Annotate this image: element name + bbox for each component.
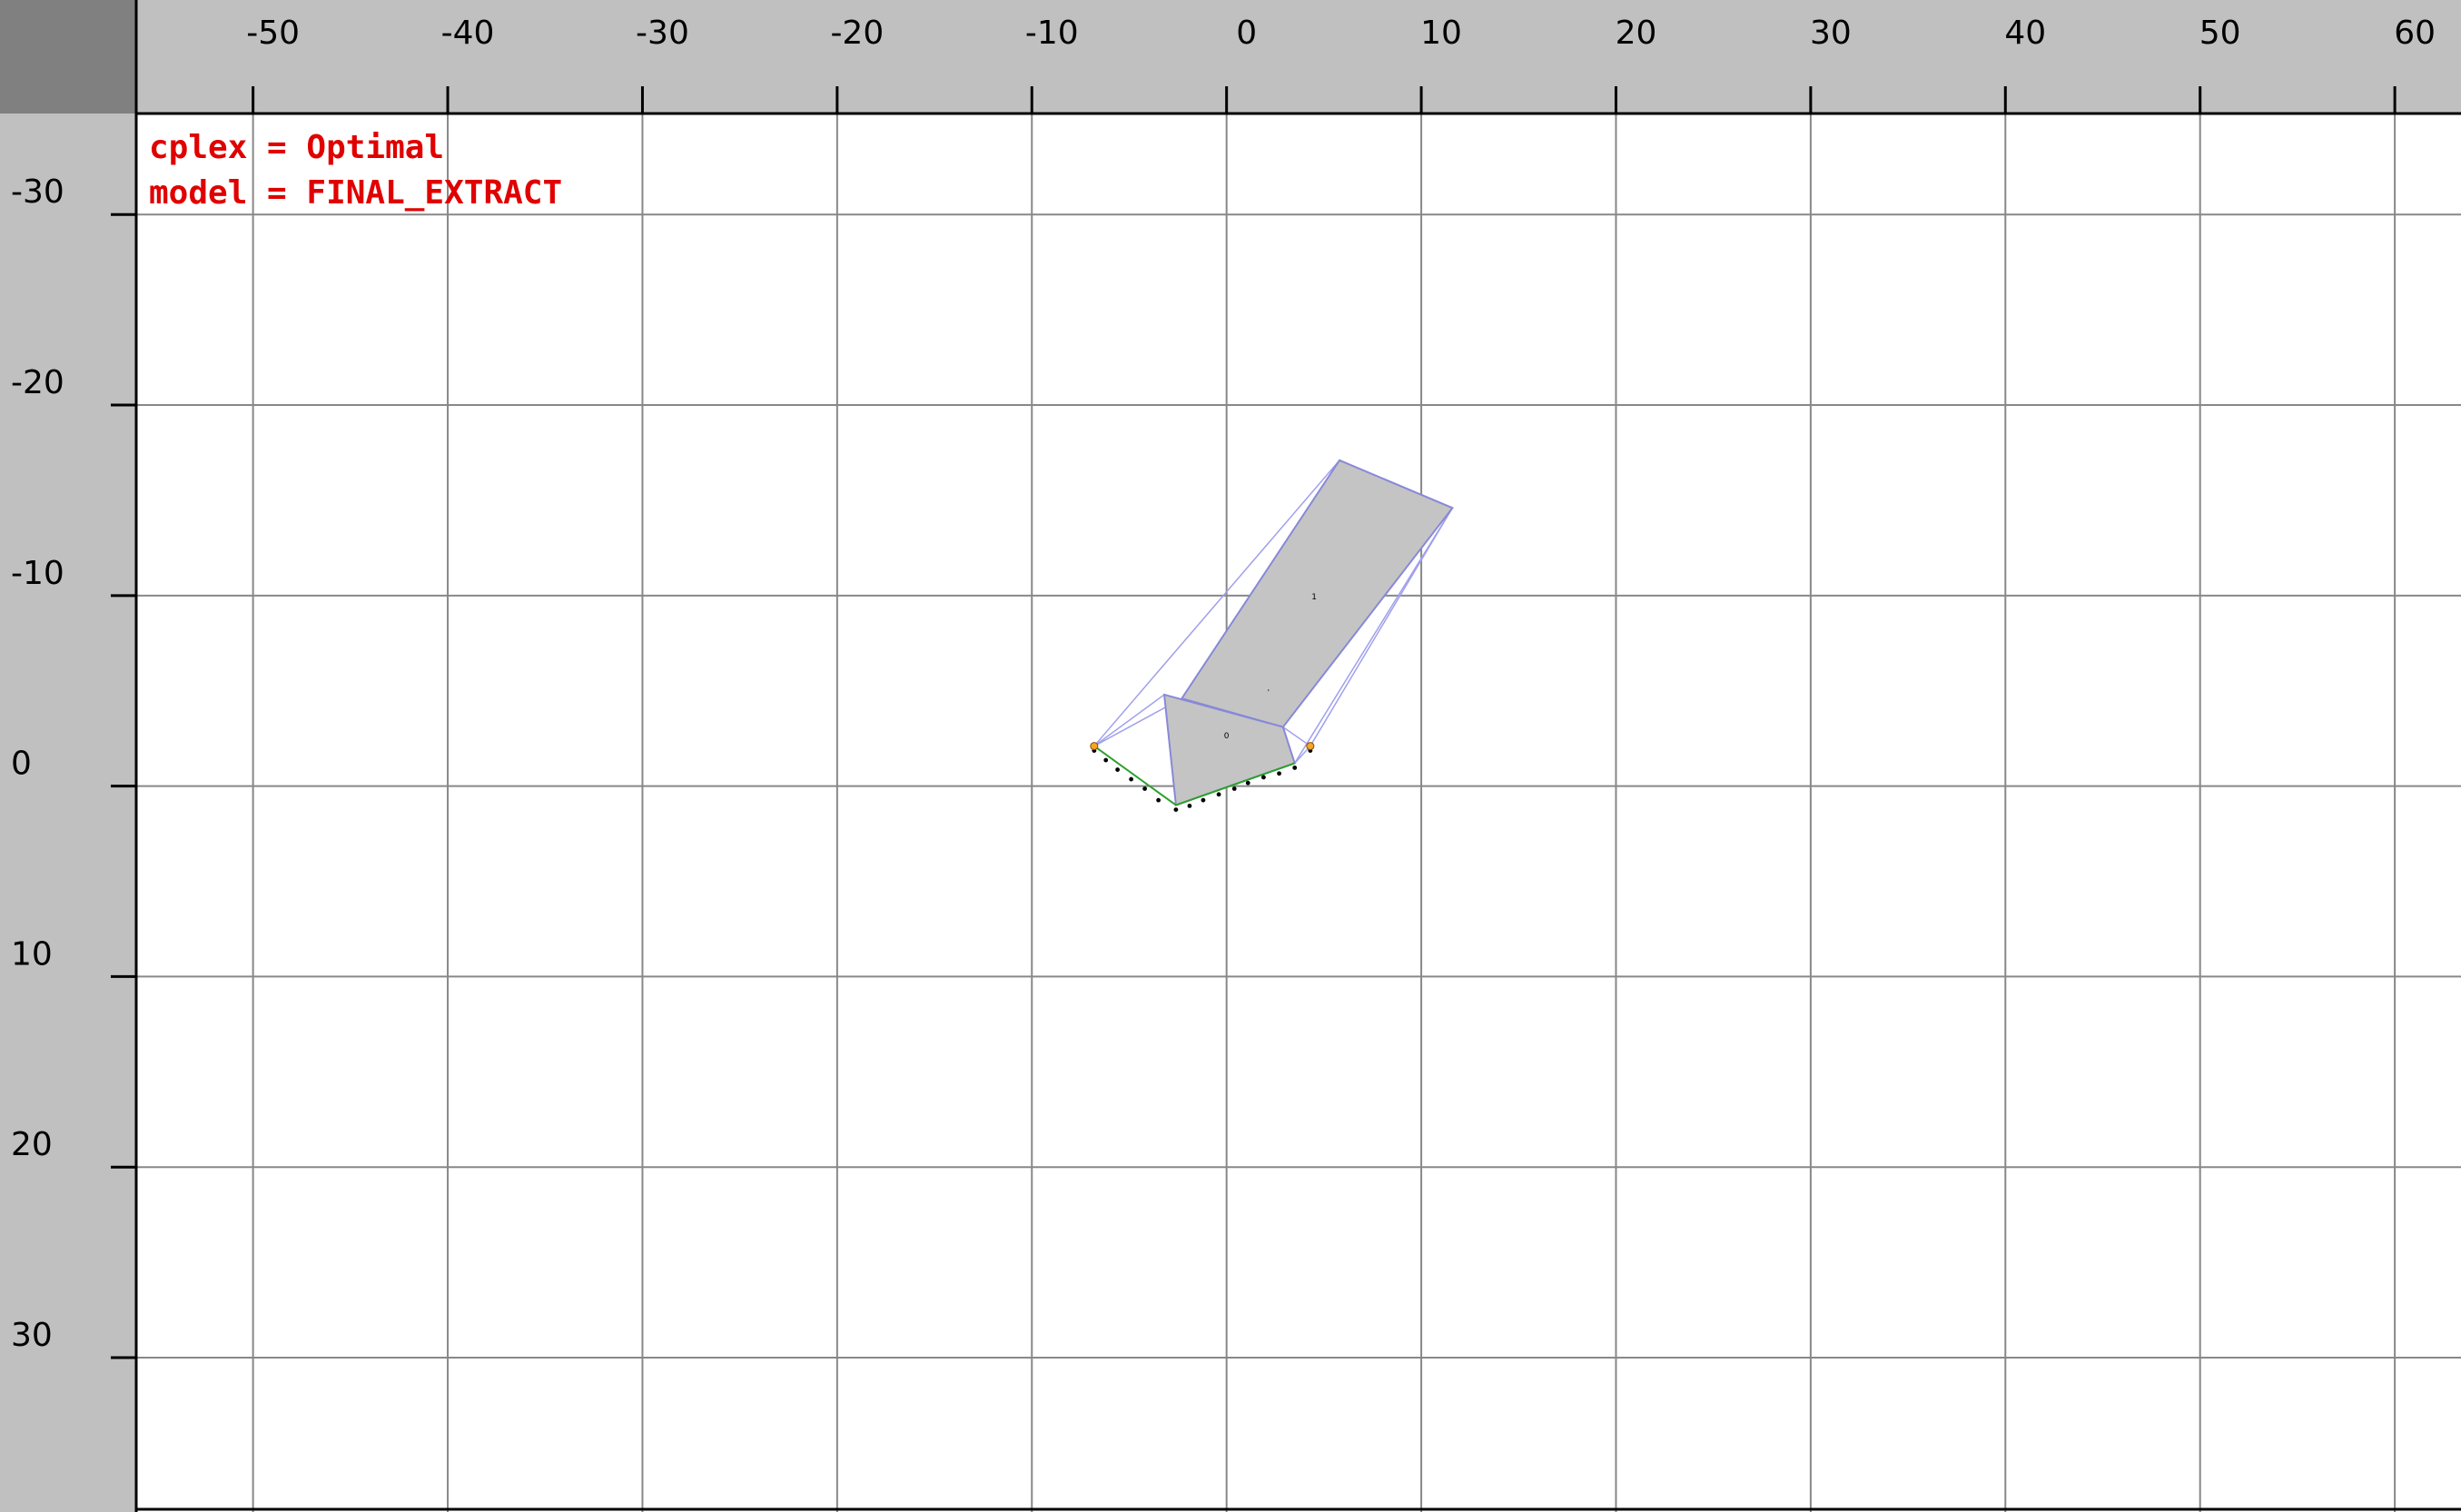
- path-dot: [1188, 804, 1192, 808]
- path-dot: [1142, 786, 1147, 791]
- x-tick-label: 40: [2004, 15, 2047, 52]
- path-endpoint: [1307, 743, 1314, 750]
- path-dot: [1292, 766, 1297, 770]
- path-dot: [1277, 771, 1281, 776]
- x-tick-label: 0: [1236, 15, 1258, 52]
- x-tick-label: -50: [246, 15, 301, 52]
- x-tick-label: 20: [1615, 15, 1657, 52]
- x-tick-label: -40: [440, 15, 495, 52]
- path-dot: [1103, 758, 1108, 763]
- canvas-background: [136, 114, 2461, 1512]
- path-dot: [1232, 786, 1237, 791]
- shape-label-0: 0: [1223, 732, 1230, 742]
- x-tick-label: 10: [1420, 15, 1462, 52]
- path-dot: [1129, 777, 1133, 782]
- left-ruler[interactable]: [0, 114, 136, 1512]
- path-dot: [1261, 776, 1266, 780]
- x-tick-label: 60: [2394, 15, 2436, 52]
- path-dot: [1201, 798, 1206, 803]
- y-tick-label: 0: [11, 745, 32, 783]
- y-tick-label: -10: [11, 554, 64, 592]
- solver-status-label: cplex = Optimal: [149, 129, 445, 166]
- path-dot: [1174, 807, 1179, 812]
- path-dot: [1217, 792, 1221, 796]
- y-tick-label: -30: [11, 173, 64, 212]
- x-tick-label: 30: [1809, 15, 1852, 52]
- path-endpoint: [1091, 743, 1098, 750]
- y-tick-label: 30: [11, 1317, 53, 1355]
- shape-label-1: 1: [1311, 593, 1318, 603]
- y-tick-label: 20: [11, 1126, 53, 1164]
- junction-label: ': [1267, 687, 1270, 697]
- model-status-label: model = FINAL_EXTRACT: [149, 174, 563, 212]
- path-dot: [1156, 798, 1161, 803]
- x-tick-label: 50: [2199, 15, 2241, 52]
- x-tick-label: -30: [636, 15, 689, 52]
- x-tick-label: -10: [1024, 15, 1079, 52]
- path-dot: [1246, 781, 1250, 786]
- x-tick-label: -20: [830, 15, 885, 52]
- y-tick-label: 10: [11, 935, 53, 973]
- ruler-corner: [0, 0, 136, 114]
- y-tick-label: -20: [11, 364, 64, 402]
- path-dot: [1115, 767, 1120, 772]
